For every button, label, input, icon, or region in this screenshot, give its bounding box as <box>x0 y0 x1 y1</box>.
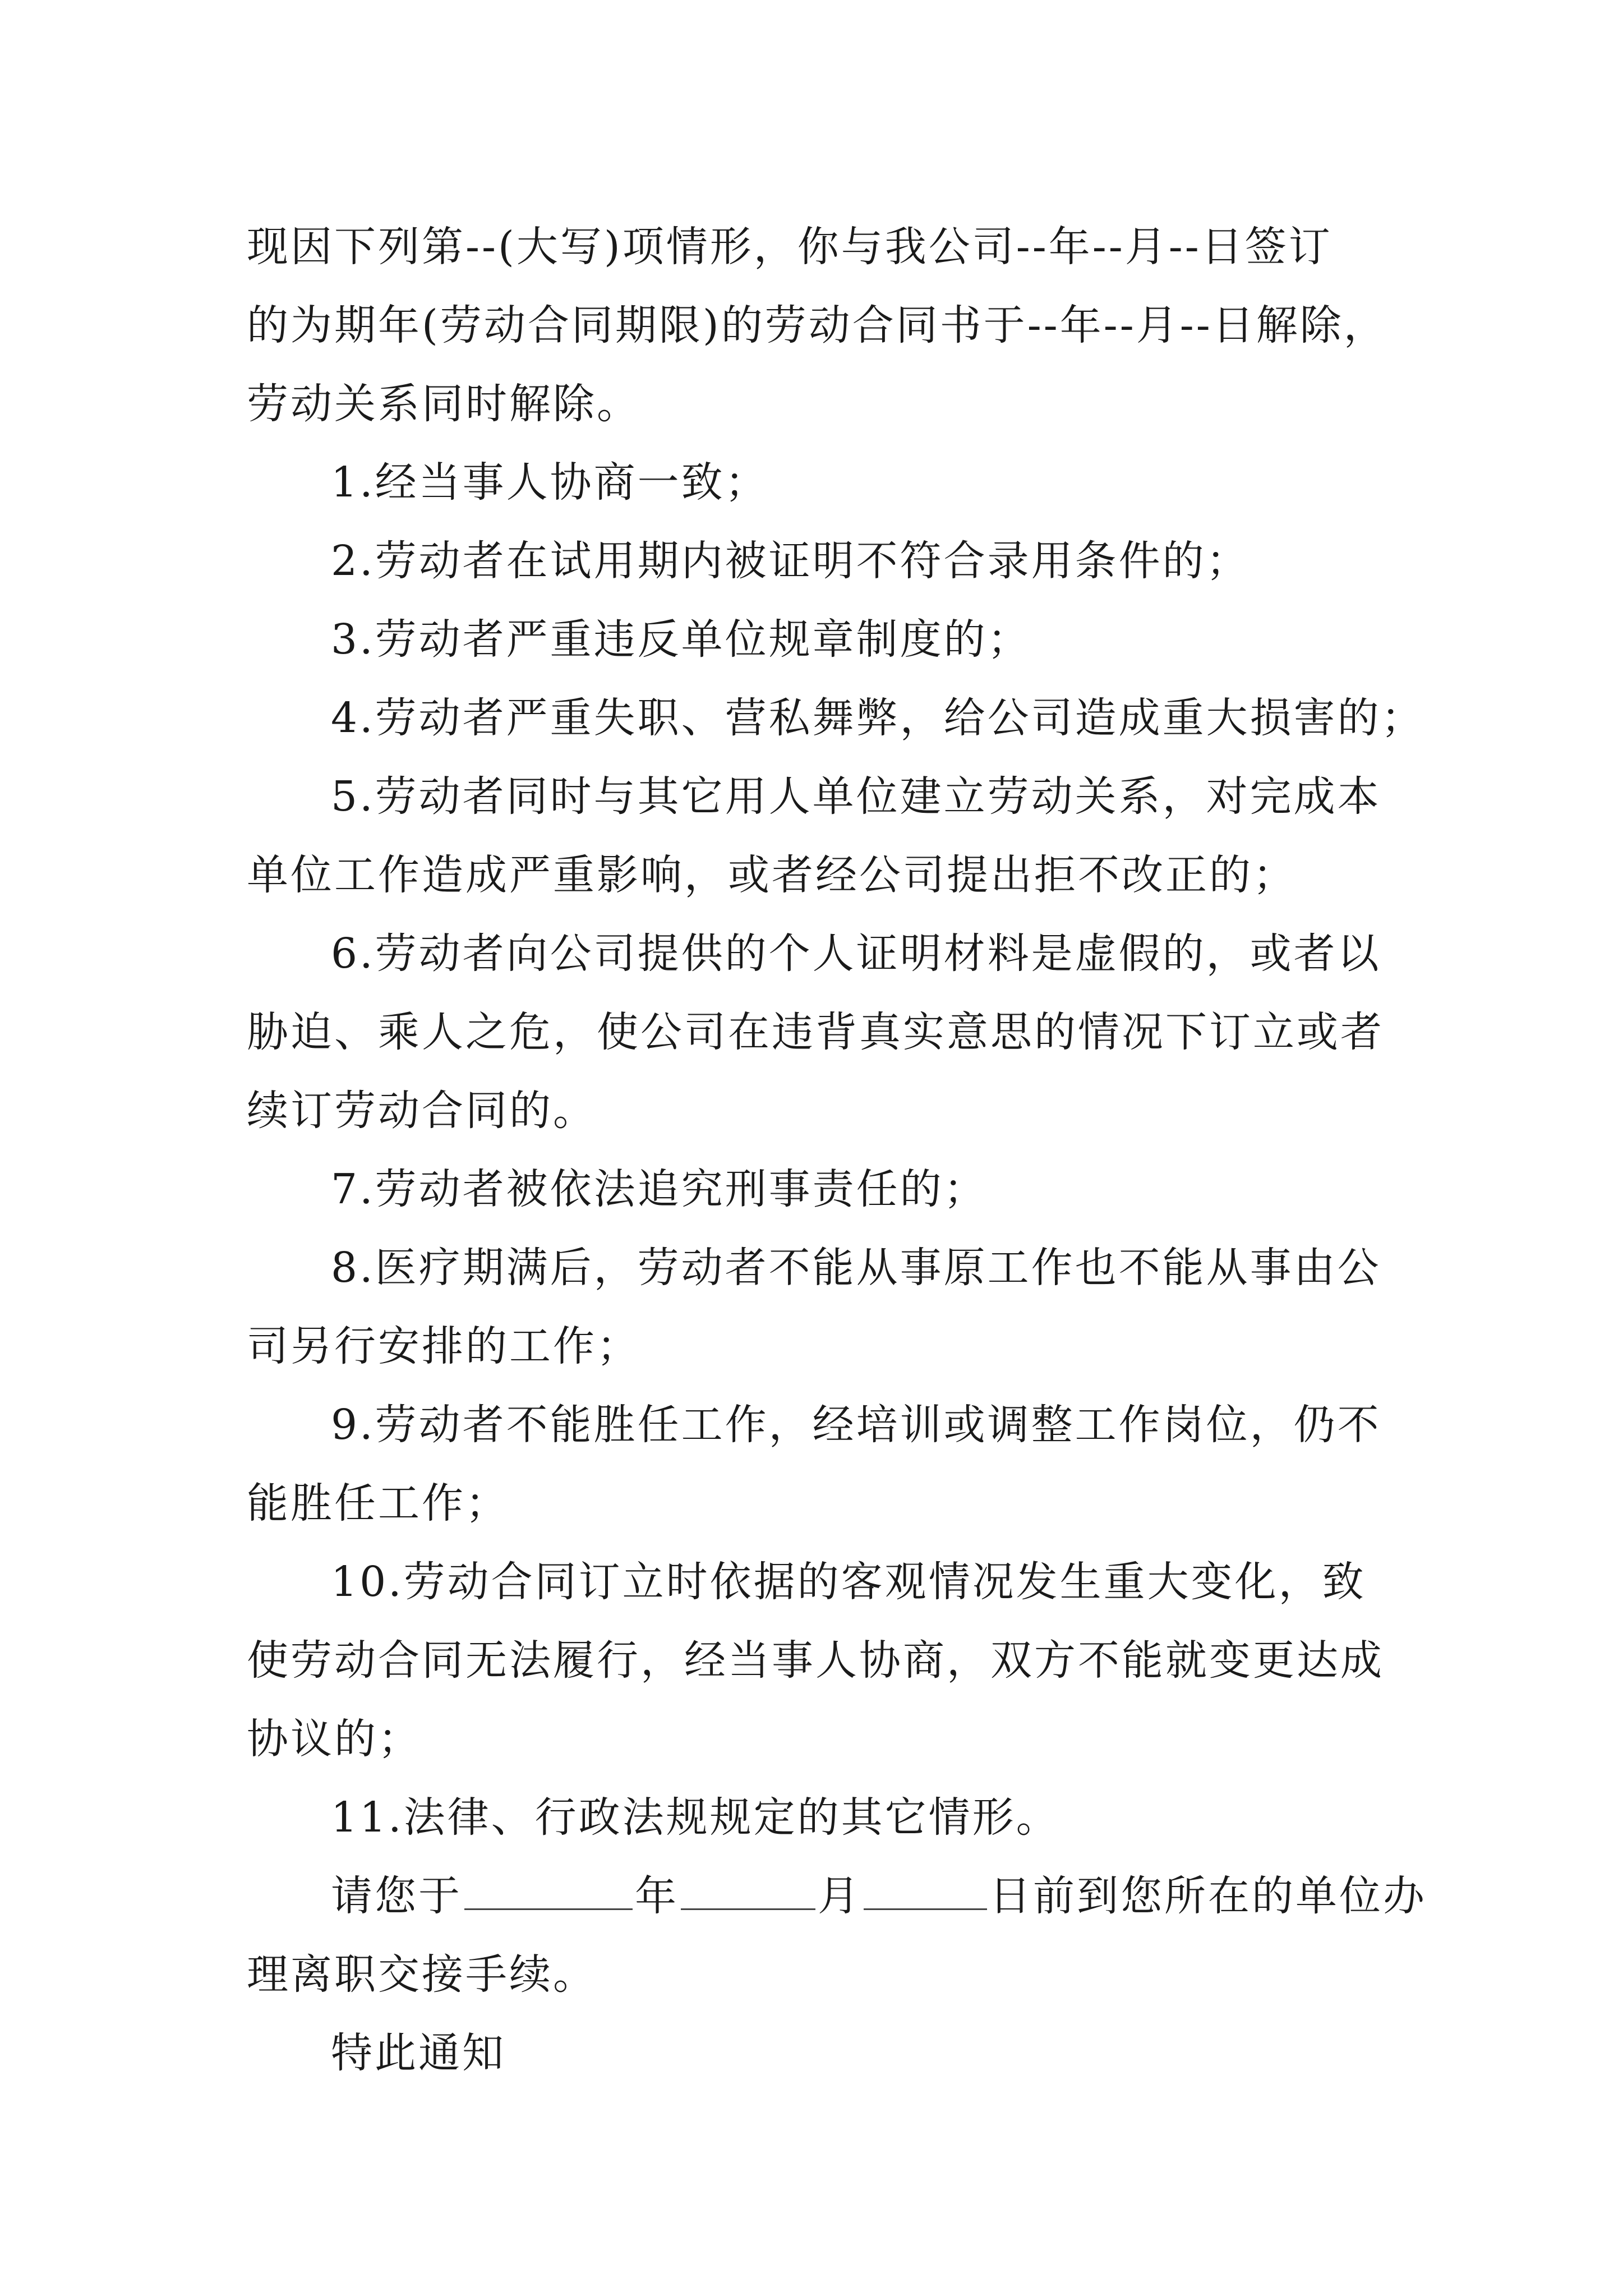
year-blank <box>464 1869 633 1910</box>
item-6-line-1: 6.劳动者向公司提供的个人证明材料是虚假的，或者以 <box>331 930 1381 978</box>
item-9-line-1: 9.劳动者不能胜任工作，经培训或调整工作岗位，仍不 <box>331 1401 1381 1449</box>
item-1: 1.经当事人协商一致； <box>331 458 769 507</box>
item-10-line-3: 协议的； <box>247 1715 422 1763</box>
item-8-line-1: 8.医疗期满后，劳动者不能从事原工作也不能从事由公 <box>331 1244 1381 1292</box>
deadline-year-label: 年 <box>635 1872 679 1920</box>
item-8-line-2: 司另行安排的工作； <box>247 1322 640 1370</box>
item-7: 7.劳动者被依法追究刑事责任的； <box>331 1165 988 1213</box>
deadline-prefix: 请您于 <box>331 1872 462 1920</box>
notice-document <box>247 208 1427 2092</box>
month-blank <box>681 1869 815 1910</box>
item-5-line-1: 5.劳动者同时与其它用人单位建立劳动关系，对完成本 <box>331 772 1381 821</box>
item-11: 11.法律、行政法规规定的其它情形。 <box>331 1793 1060 1842</box>
item-10-line-1: 10.劳动合同订立时依据的客观情况发生重大变化，致 <box>331 1558 1366 1606</box>
intro-line-3: 劳动关系同时解除。 <box>247 380 640 428</box>
item-6-line-3: 续订劳动合同的。 <box>247 1087 597 1135</box>
intro-line-1: 现因下列第--(大写)项情形，你与我公司--年--月--日签订 <box>247 223 1332 271</box>
item-5-line-2: 单位工作造成严重影响，或者经公司提出拒不改正的； <box>247 851 1297 899</box>
deadline-line-2: 理离职交接手续。 <box>247 1950 597 1999</box>
item-6-line-2: 胁迫、乘人之危，使公司在违背真实意思的情况下订立或者 <box>247 1008 1384 1056</box>
intro-line-2: 的为期年(劳动合同期限)的劳动合同书于--年--月--日解除， <box>247 301 1387 349</box>
item-10-line-2: 使劳动合同无法履行，经当事人协商，双方不能就变更达成 <box>247 1636 1384 1685</box>
item-3: 3.劳动者严重违反单位规章制度的； <box>331 615 1031 664</box>
item-4: 4.劳动者严重失职、营私舞弊，给公司造成重大损害的； <box>331 694 1425 742</box>
deadline-line-1 <box>247 1857 1427 1935</box>
closing-text: 特此通知 <box>331 2029 506 2077</box>
deadline-month-label: 月 <box>818 1872 861 1920</box>
item-9-line-2: 能胜任工作； <box>247 1479 509 1527</box>
day-blank <box>864 1869 987 1910</box>
item-2: 2.劳动者在试用期内被证明不符合录用条件的； <box>331 537 1250 585</box>
deadline-suffix: 日前到您所在的单位办 <box>989 1872 1427 1920</box>
